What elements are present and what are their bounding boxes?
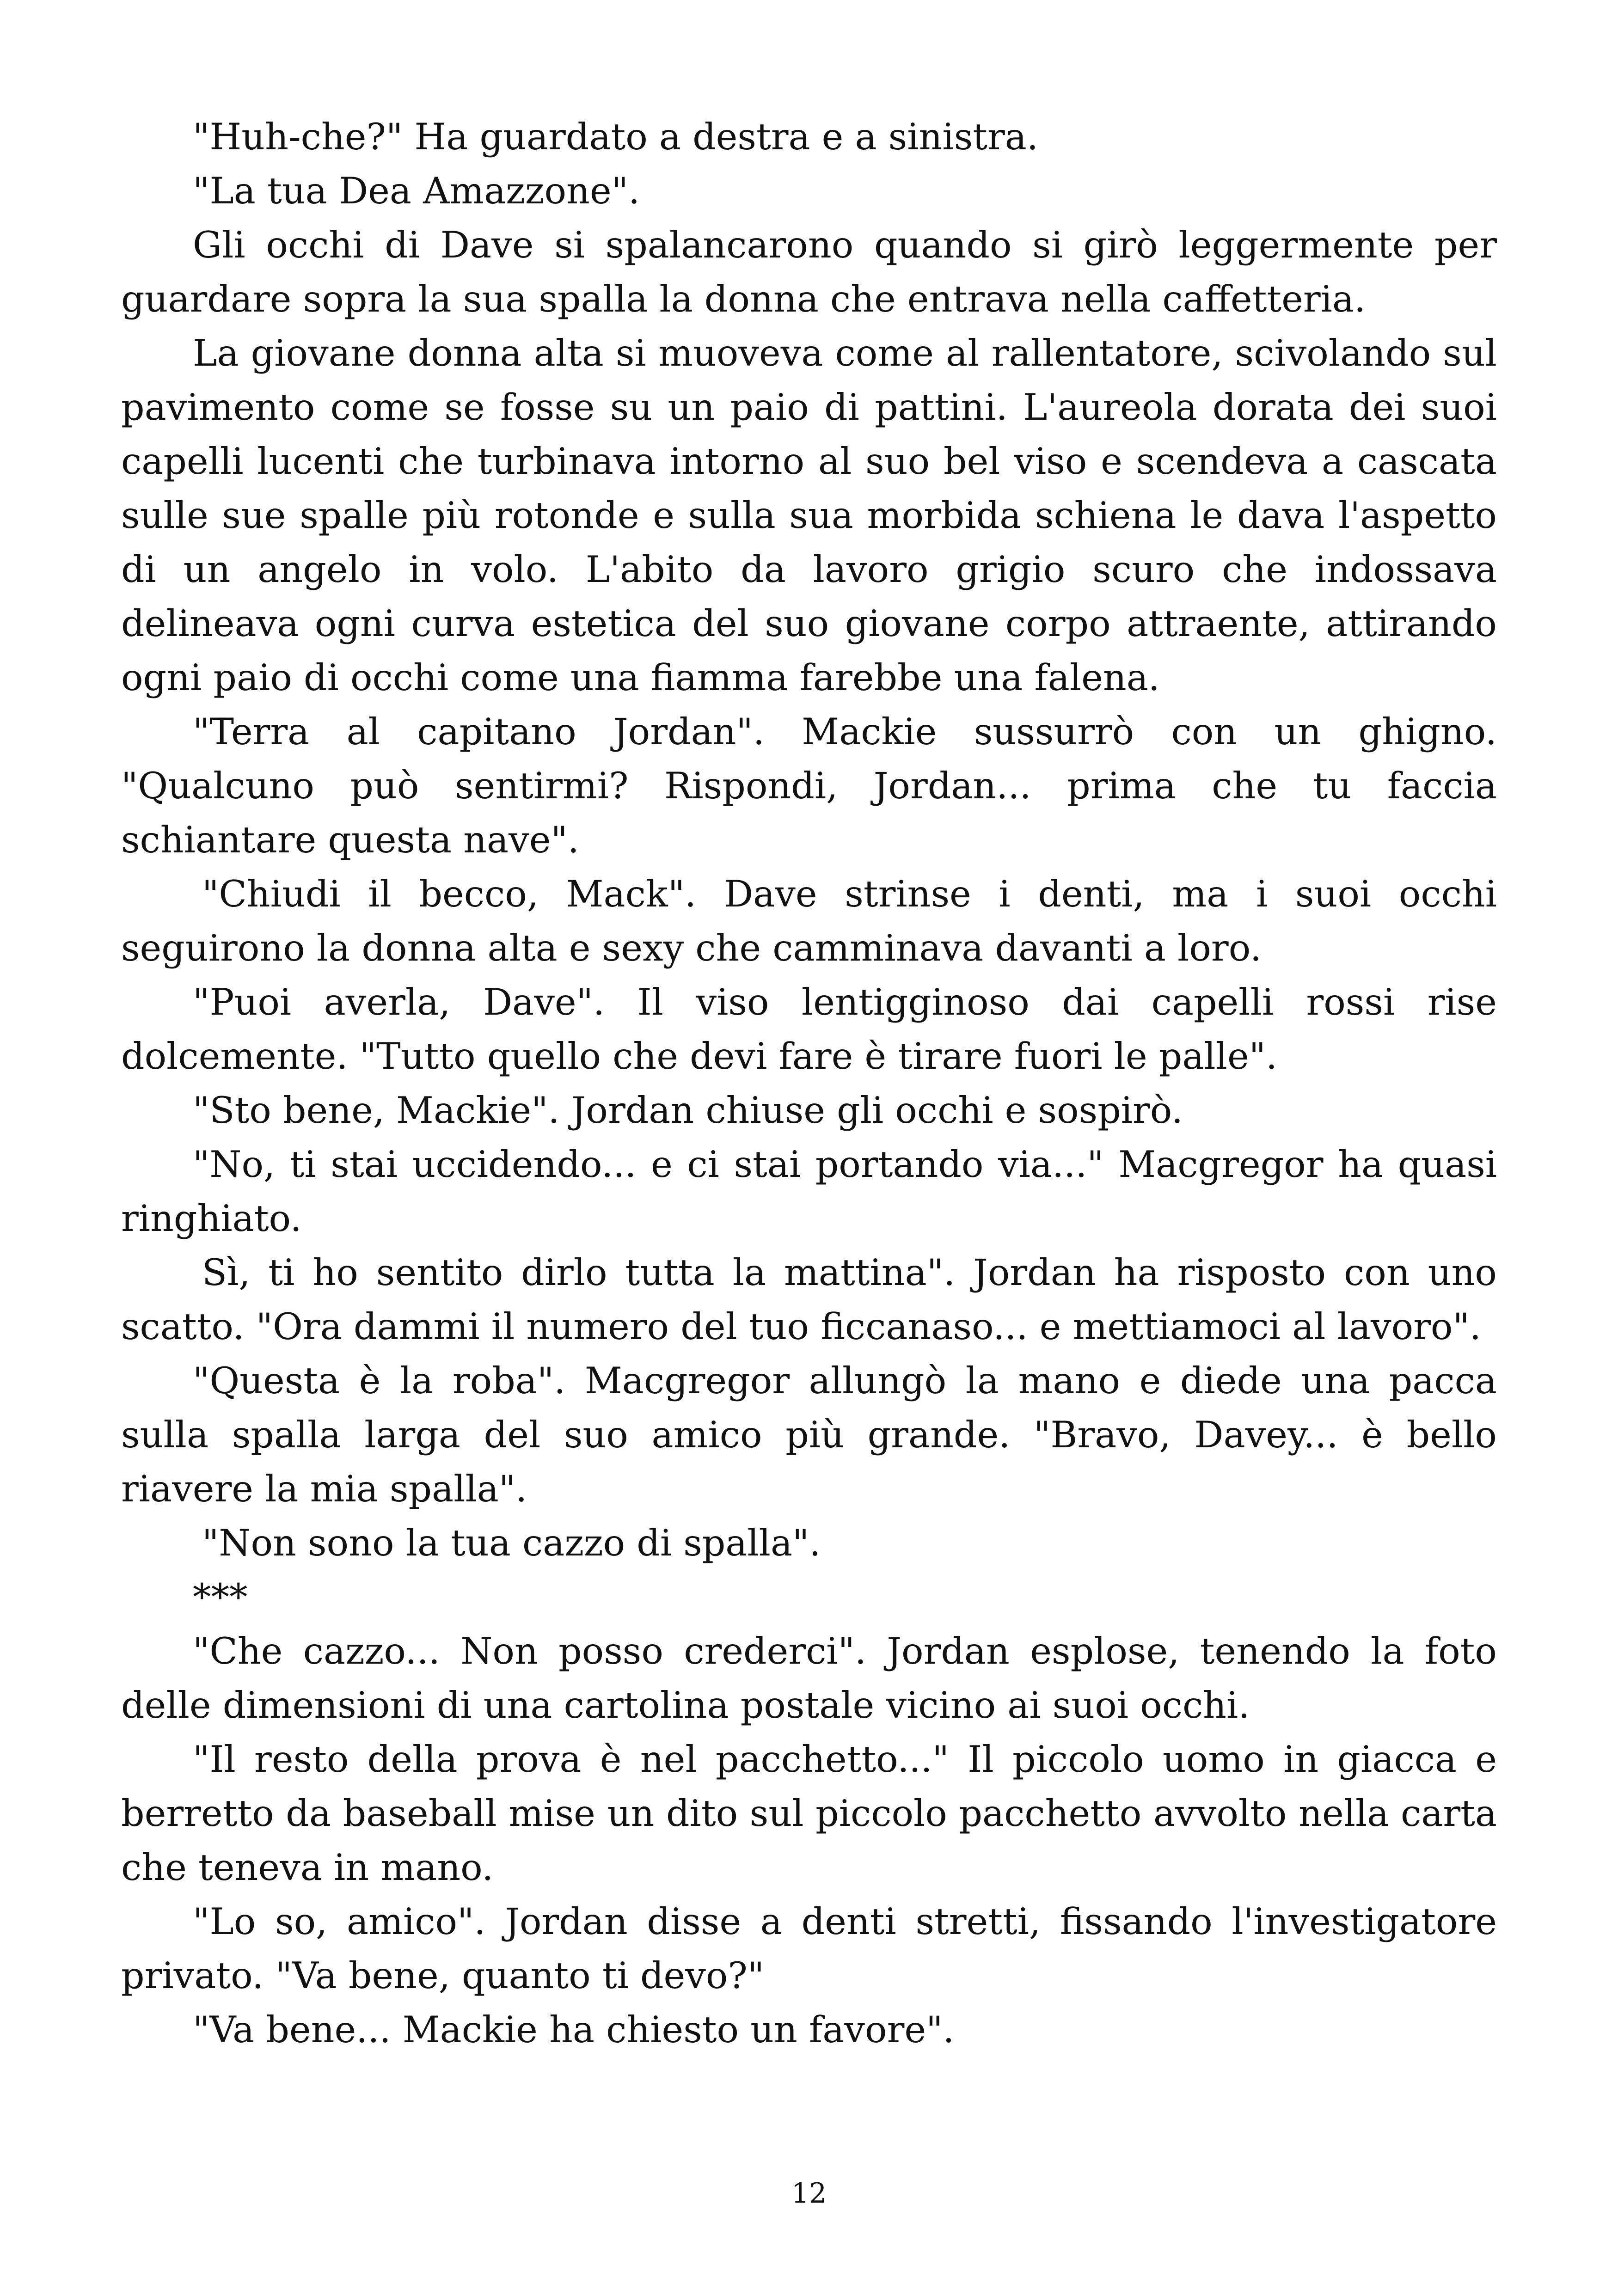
paragraph: La giovane donna alta si muoveva come al rallentatore, scivolando sul pavimento come se fosse su un paio di pattini. L'aureola dorata dei suoi capelli lucenti che turbinava intorno al suo bel viso e scendeva a cascata sulle sue spalle più rotonde e sulla sua morbida schiena le dava l'aspetto di un angelo in volo. L'abito da lavoro grigio scuro che indossava delineava ogni curva estetica del suo giovane corpo attraente, attirando ogni paio di occhi come una fiamma farebbe una falena. bbox=[121, 332, 1497, 699]
paragraph: "No, ti stai uccidendo... e ci stai portando via..." Macgregor ha quasi ringhiato. bbox=[121, 1143, 1497, 1240]
paragraph: "Terra al capitano Jordan". Mackie sussurrò con un ghigno. "Qualcuno può sentirmi? Rispondi, Jordan... prima che tu faccia schiantare questa nave". bbox=[121, 710, 1497, 861]
paragraph: Sì, ti ho sentito dirlo tutta la mattina". Jordan ha risposto con uno scatto. "Ora dammi il numero del tuo ficcanaso... e mettiamoci al lavoro". bbox=[121, 1251, 1497, 1348]
paragraph: "Va bene... Mackie ha chiesto un favore". bbox=[193, 2008, 955, 2051]
paragraph: "Huh-che?" Ha guardato a destra e a sinistra. bbox=[193, 116, 1038, 158]
paragraph: Gli occhi di Dave si spalancarono quando si girò leggermente per guardare sopra la sua spalla la donna che entrava nella caffetteria. bbox=[121, 224, 1497, 320]
paragraph: "Questa è la roba". Macgregor allungò la mano e diede una pacca sulla spalla larga del suo amico più grande. "Bravo, Davey... è bello riavere la mia spalla". bbox=[121, 1359, 1497, 1510]
paragraph: "Sto bene, Mackie". Jordan chiuse gli occhi e sospirò. bbox=[193, 1089, 1183, 1132]
page-body bbox=[121, 110, 1497, 2218]
paragraph: "Non sono la tua cazzo di spalla". bbox=[202, 1522, 821, 1564]
paragraph: "Chiudi il becco, Mack". Dave strinse i denti, ma i suoi occhi seguirono la donna alta e sexy che camminava davanti a loro. bbox=[121, 873, 1497, 969]
page-number: 12 bbox=[791, 2177, 827, 2210]
section-break: *** bbox=[193, 1576, 248, 1618]
paragraph: "Che cazzo... Non posso crederci". Jordan esplose, tenendo la foto delle dimensioni di una cartolina postale vicino ai suoi occhi. bbox=[121, 1630, 1497, 1727]
paragraph: "La tua Dea Amazzone". bbox=[193, 170, 640, 212]
paragraph: "Puoi averla, Dave". Il viso lentigginoso dai capelli rossi rise dolcemente. "Tutto quello che devi fare è tirare fuori le palle". bbox=[121, 981, 1497, 1078]
paragraph: "Lo so, amico". Jordan disse a denti stretti, fissando l'investigatore privato. "Va bene, quanto ti devo?" bbox=[121, 1900, 1497, 1997]
paragraph: "Il resto della prova è nel pacchetto..." Il piccolo uomo in giacca e berretto da baseball mise un dito sul piccolo pacchetto avvolto nella carta che teneva in mano. bbox=[121, 1738, 1497, 1889]
